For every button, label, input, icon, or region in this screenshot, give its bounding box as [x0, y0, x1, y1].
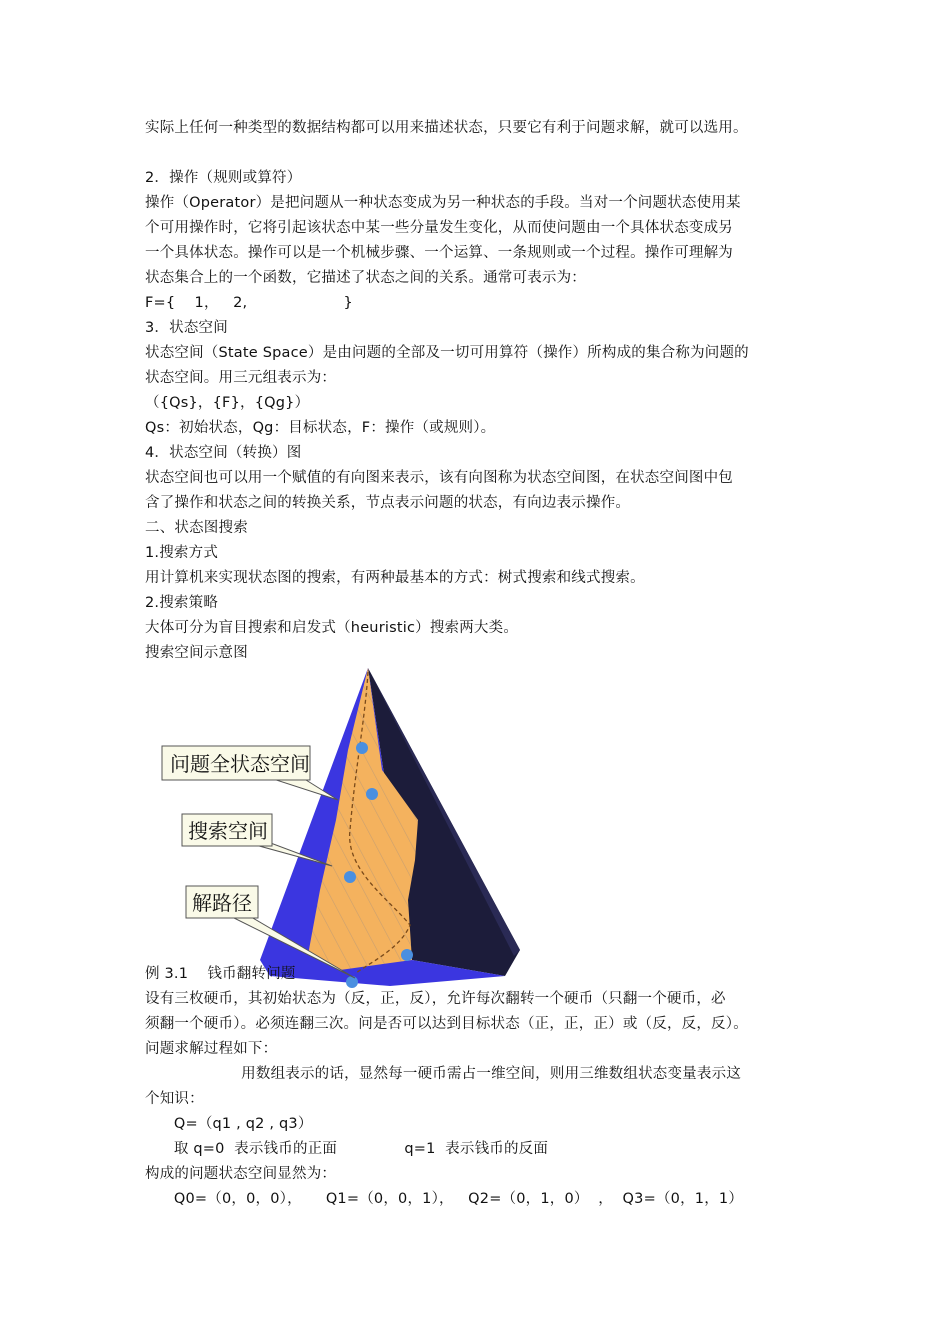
section-heading: 4．状态空间（转换）图: [145, 445, 302, 461]
text-line: 操作（Operator）是把问题从一种状态变成为另一种状态的手段。当对一个问题状态使用某: [145, 195, 741, 211]
text-line: 个可用操作时，它将引起该状态中某一些分量发生变化，从而使问题由一个具体状态变成另: [145, 220, 733, 236]
label-solution-path: 解路径: [192, 891, 252, 915]
state-node: [344, 871, 356, 883]
section-heading: 3．状态空间: [145, 320, 228, 336]
label-search-space: 搜索空间: [188, 819, 268, 843]
text-line: 大体可分为盲目搜索和启发式（heuristic）搜索两大类。: [145, 620, 519, 636]
text-line: Qs：初始状态，Qg：目标状态，F：操作（或规则）。: [145, 420, 496, 436]
text-line: 问题求解过程如下：: [145, 1041, 278, 1057]
formula-line: Q0=（0，0，0）， Q1=（0，0，1）， Q2=（0，1，0） ， Q3=（0，1，1）: [145, 1191, 744, 1207]
text-line: 状态空间（State Space）是由问题的全部及一切可用算符（操作）所构成的集合称为问题的: [145, 345, 749, 361]
text-line: 用数组表示的话，显然每一硬币需占一维空间，则用三维数组状态变量表示这: [145, 1066, 741, 1082]
text-line: 设有三枚硬币，其初始状态为（反，正，反），允许每次翻转一个硬币（只翻一个硬币，必: [145, 991, 726, 1007]
text-line: 个知识：: [145, 1091, 204, 1107]
text-line: 构成的问题状态空间显然为：: [145, 1166, 337, 1182]
example-heading: 例 3.1 钱币翻转问题: [145, 966, 296, 982]
text-line: 状态空间。用三元组表示为：: [145, 370, 337, 386]
state-node: [356, 742, 368, 754]
section-heading: 1.搜索方式: [145, 545, 219, 561]
text-line: 须翻一个硬币）。必须连翻三次。问是否可以达到目标状态（正，正，正）或（反，反，反）。: [145, 1016, 748, 1032]
state-node: [401, 949, 413, 961]
section-heading: 二、状态图搜索: [145, 520, 248, 536]
figure-caption: 搜索空间示意图: [145, 645, 248, 661]
formula-line: 取 q=0 表示钱币的正面 q=1 表示钱币的反面: [145, 1141, 549, 1157]
label-full-space: 问题全状态空间: [170, 752, 310, 776]
text-line: 状态集合上的一个函数，它描述了状态之间的关系。通常可表示为：: [145, 270, 586, 286]
state-node: [366, 788, 378, 800]
section-heading: 2．操作（规则或算符）: [145, 170, 302, 186]
formula-line: （{Qs}，{F}，{Qg}）: [145, 395, 310, 411]
text-line: 含了操作和状态之间的转换关系，节点表示问题的状态，有向边表示操作。: [145, 495, 631, 511]
text-line: 用计算机来实现状态图的搜索，有两种最基本的方式：树式搜索和线式搜索。: [145, 570, 645, 586]
formula-line: Q=（q1 , q2 , q3）: [145, 1116, 313, 1132]
search-space-figure: [150, 660, 530, 990]
text-line: 一个具体状态。操作可以是一个机械步骤、一个运算、一条规则或一个过程。操作可理解为: [145, 245, 733, 261]
text-line: 状态空间也可以用一个赋值的有向图来表示，该有向图称为状态空间图，在状态空间图中包: [145, 470, 733, 486]
text-line: 实际上任何一种类型的数据结构都可以用来描述状态，只要它有利于问题求解，就可以选用。: [145, 120, 748, 136]
formula-line: F={ 1， 2, }: [145, 295, 353, 311]
section-heading: 2.搜索策略: [145, 595, 219, 611]
state-node: [346, 976, 358, 988]
pyramid-diagram: [150, 660, 530, 990]
